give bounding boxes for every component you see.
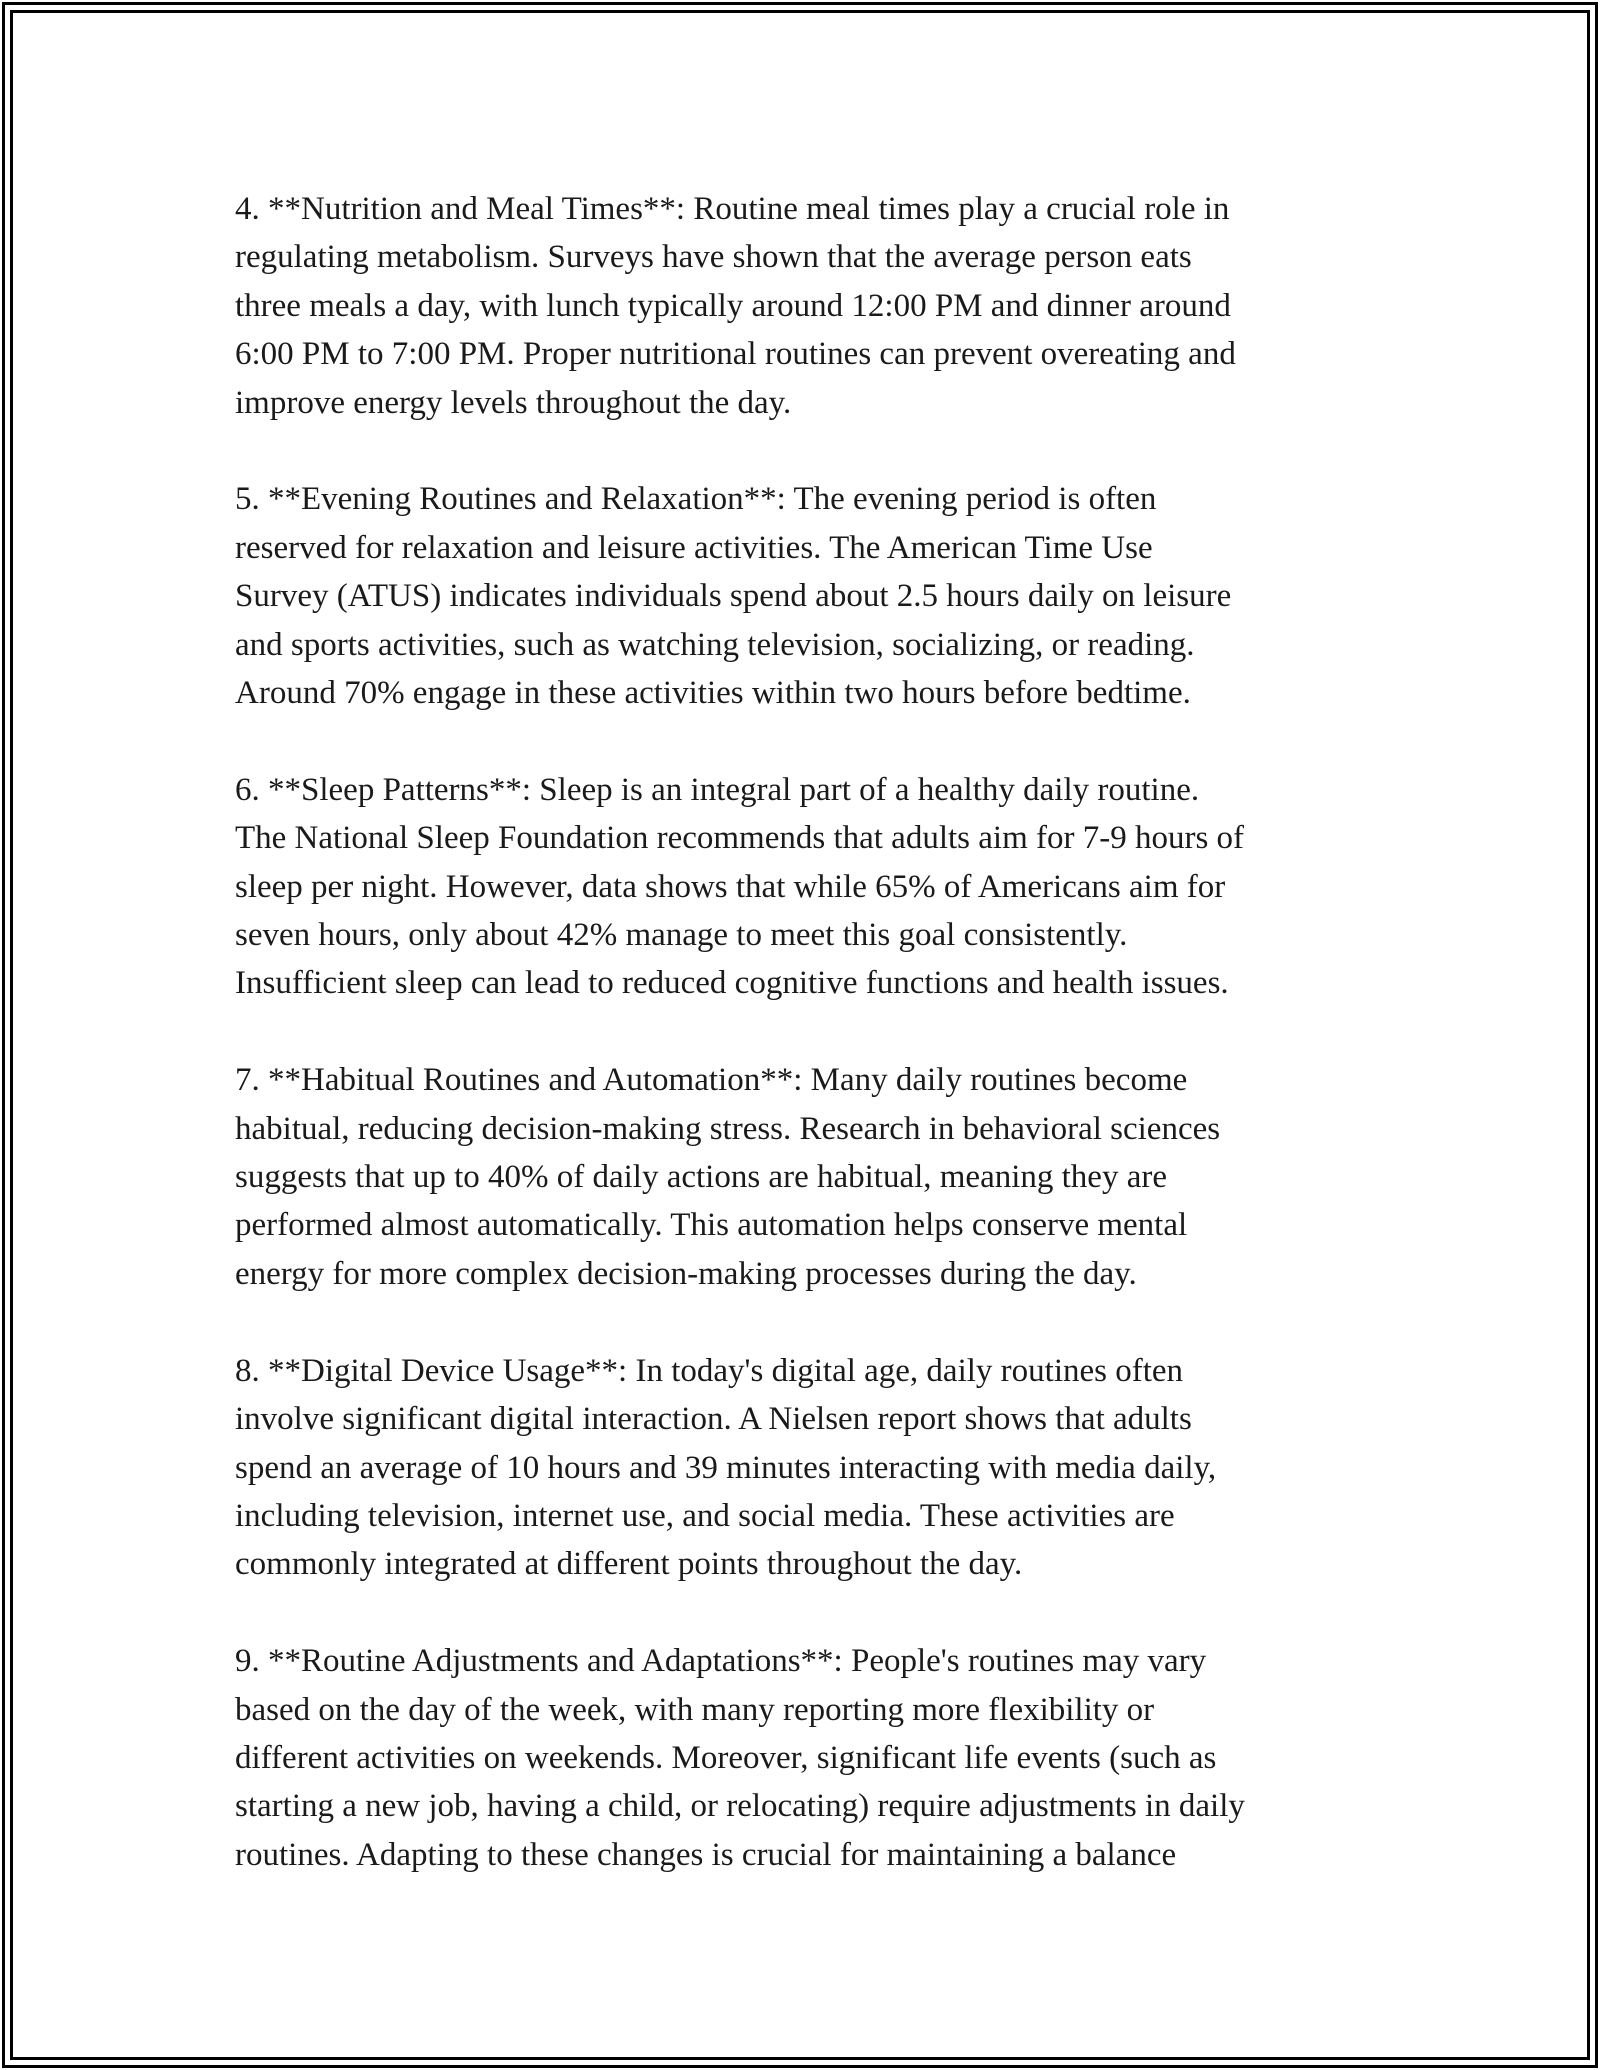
paragraph-digital-device-usage	[235, 1347, 1375, 1589]
text-line: three meals a day, with lunch typically around 12:00 PM and dinner around	[235, 287, 1231, 324]
text-line: energy for more complex decision-making processes during the day.	[235, 1255, 1137, 1292]
text-line: 5. **Evening Routines and Relaxation**: The evening period is often	[235, 481, 1157, 518]
text-line: spend an average of 10 hours and 39 minutes interacting with media daily,	[235, 1449, 1217, 1486]
paragraph-habitual-routines	[235, 1056, 1375, 1298]
text-line: Insufficient sleep can lead to reduced cognitive functions and health issues.	[235, 965, 1229, 1002]
text-line: 8. **Digital Device Usage**: In today's digital age, daily routines often	[235, 1352, 1184, 1389]
text-line: 6. **Sleep Patterns**: Sleep is an integral part of a healthy daily routine.	[235, 771, 1200, 808]
document-body	[235, 185, 1375, 1928]
text-line: regulating metabolism. Surveys have shown that the average person eats	[235, 239, 1192, 276]
text-line: Survey (ATUS) indicates individuals spend about 2.5 hours daily on leisure	[235, 578, 1232, 615]
text-line: based on the day of the week, with many reporting more flexibility or	[235, 1691, 1155, 1728]
text-line: 9. **Routine Adjustments and Adaptations**: People's routines may vary	[235, 1643, 1207, 1680]
paragraph-nutrition	[235, 185, 1375, 427]
text-line: including television, internet use, and social media. These activities are	[235, 1497, 1175, 1534]
text-line: performed almost automatically. This automation helps conserve mental	[235, 1207, 1188, 1244]
text-line: 7. **Habitual Routines and Automation**: Many daily routines become	[235, 1062, 1188, 1099]
text-line: improve energy levels throughout the day.	[235, 384, 792, 421]
paragraph-sleep-patterns	[235, 766, 1375, 1008]
text-line: suggests that up to 40% of daily actions are habitual, meaning they are	[235, 1159, 1167, 1196]
text-line: involve significant digital interaction. A Nielsen report shows that adults	[235, 1401, 1192, 1438]
text-line: routines. Adapting to these changes is crucial for maintaining a balance	[235, 1836, 1177, 1873]
text-line: Around 70% engage in these activities within two hours before bedtime.	[235, 675, 1191, 712]
text-line: 6:00 PM to 7:00 PM. Proper nutritional routines can prevent overeating and	[235, 336, 1236, 373]
text-line: and sports activities, such as watching television, socializing, or reading.	[235, 626, 1195, 663]
text-line: seven hours, only about 42% manage to meet this goal consistently.	[235, 917, 1128, 954]
text-line: habitual, reducing decision-making stress. Research in behavioral sciences	[235, 1110, 1221, 1147]
paragraph-evening-routines	[235, 475, 1375, 717]
text-line: reserved for relaxation and leisure activities. The American Time Use	[235, 529, 1153, 566]
paragraph-routine-adjustments	[235, 1637, 1375, 1879]
text-line: commonly integrated at different points throughout the day.	[235, 1546, 1023, 1583]
text-line: sleep per night. However, data shows that while 65% of Americans aim for	[235, 868, 1226, 905]
text-line: The National Sleep Foundation recommends that adults aim for 7-9 hours of	[235, 820, 1245, 857]
text-line: starting a new job, having a child, or relocating) require adjustments in daily	[235, 1788, 1245, 1825]
text-line: 4. **Nutrition and Meal Times**: Routine meal times play a crucial role in	[235, 191, 1230, 227]
text-line: different activities on weekends. Moreover, significant life events (such as	[235, 1739, 1217, 1776]
